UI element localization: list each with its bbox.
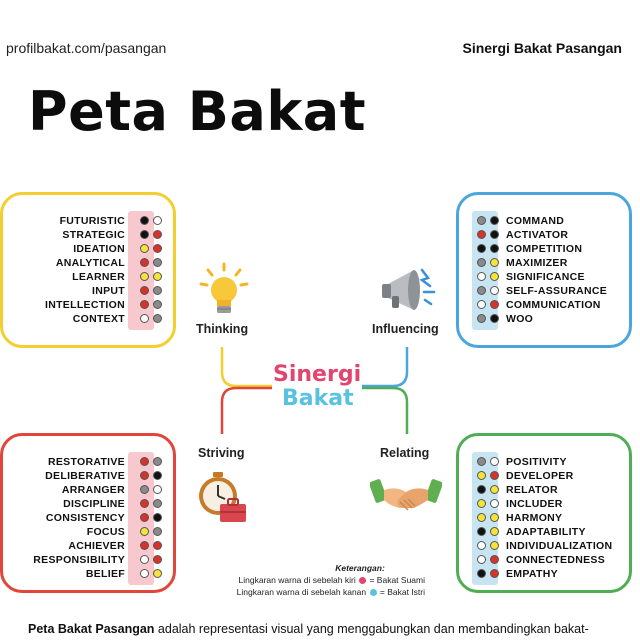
wife-dot xyxy=(490,555,499,564)
husband-dot xyxy=(477,216,486,225)
husband-dot xyxy=(140,499,149,508)
husband-dot xyxy=(140,471,149,480)
thinking-talent-row xyxy=(0,214,158,228)
talent-name: BELIEF xyxy=(85,568,125,580)
husband-dot xyxy=(140,513,149,522)
relating-label: Relating xyxy=(380,446,430,460)
husband-dot xyxy=(477,513,486,522)
talent-dots xyxy=(478,216,488,226)
talent-dots xyxy=(141,541,151,551)
husband-dot xyxy=(140,230,149,239)
legend-title: Keterangan: xyxy=(335,563,385,573)
influencing-talent-row xyxy=(472,270,632,284)
talent-dots xyxy=(141,555,151,565)
husband-dot xyxy=(140,244,149,253)
husband-dot xyxy=(477,499,486,508)
talent-name: COMPETITION xyxy=(506,243,583,255)
wife-dot xyxy=(153,555,162,564)
influencing-talent-row xyxy=(472,228,632,242)
talent-dots xyxy=(478,258,488,268)
talent-dots xyxy=(478,457,488,467)
talent-dots xyxy=(141,471,151,481)
husband-dot xyxy=(477,527,486,536)
wife-dot xyxy=(490,471,499,480)
wife-dot xyxy=(490,513,499,522)
wife-dot xyxy=(490,541,499,550)
talent-name: CONTEXT xyxy=(72,313,125,325)
talent-name: RESTORATIVE xyxy=(47,456,125,468)
wife-dot xyxy=(153,258,162,267)
lightbulb-icon xyxy=(198,262,250,318)
talent-name: IDEATION xyxy=(73,243,125,255)
talent-dots xyxy=(478,286,488,296)
talent-dots xyxy=(141,244,151,254)
striving-talent-row xyxy=(0,567,158,581)
talent-name: FOCUS xyxy=(86,526,125,538)
talent-dots xyxy=(478,314,488,324)
wife-dot xyxy=(153,314,162,323)
talent-dots xyxy=(478,300,488,310)
talent-name: ANALYTICAL xyxy=(55,257,125,269)
talent-dots xyxy=(478,244,488,254)
talent-dots xyxy=(141,300,151,310)
talent-name: RESPONSIBILITY xyxy=(33,554,125,566)
talent-dots xyxy=(478,513,488,523)
husband-dot xyxy=(140,541,149,550)
talent-name: ARRANGER xyxy=(61,484,125,496)
husband-dot xyxy=(140,258,149,267)
relating-talent-row xyxy=(472,553,632,567)
thinking-label: Thinking xyxy=(196,322,249,336)
husband-dot xyxy=(477,569,486,578)
talent-name: WOO xyxy=(506,313,534,325)
wife-dot xyxy=(490,499,499,508)
blue-dot-icon xyxy=(370,589,377,596)
wife-dot xyxy=(153,216,162,225)
talent-dots xyxy=(141,216,151,226)
influencing-label: Influencing xyxy=(372,322,439,336)
talent-name: INCLUDER xyxy=(506,498,563,510)
talent-dots xyxy=(478,499,488,509)
wife-dot xyxy=(490,216,499,225)
thinking-talent-row xyxy=(0,242,158,256)
talent-name: CONNECTEDNESS xyxy=(506,554,605,566)
thinking-talent-row xyxy=(0,312,158,326)
talent-name: COMMAND xyxy=(506,215,565,227)
center-bakat: Bakat xyxy=(282,386,354,411)
husband-dot xyxy=(140,272,149,281)
wife-dot xyxy=(490,258,499,267)
wife-dot xyxy=(153,541,162,550)
husband-dot xyxy=(477,300,486,309)
wife-dot xyxy=(490,569,499,578)
wife-dot xyxy=(153,471,162,480)
talent-name: DISCIPLINE xyxy=(63,498,125,510)
wife-dot xyxy=(153,230,162,239)
talent-dots xyxy=(141,314,151,324)
husband-dot xyxy=(477,272,486,281)
talent-dots xyxy=(478,555,488,565)
talent-dots xyxy=(141,457,151,467)
thinking-talent-row xyxy=(0,256,158,270)
husband-dot xyxy=(477,457,486,466)
husband-dot xyxy=(477,471,486,480)
husband-dot xyxy=(477,541,486,550)
influencing-list xyxy=(472,214,632,326)
thinking-talent-row xyxy=(0,270,158,284)
footer-text: Peta Bakat Pasangan adalah representasi visual yang menggabungkan dan membandingkan bakat- xyxy=(28,622,589,636)
husband-dot xyxy=(140,569,149,578)
talent-name: EMPATHY xyxy=(506,568,558,580)
legend xyxy=(205,562,425,598)
talent-dots xyxy=(478,272,488,282)
talent-name: POSITIVITY xyxy=(506,456,567,468)
influencing-talent-row xyxy=(472,242,632,256)
wife-dot xyxy=(490,457,499,466)
talent-name: LEARNER xyxy=(72,271,125,283)
talent-dots xyxy=(141,272,151,282)
husband-dot xyxy=(140,555,149,564)
striving-talent-row xyxy=(0,469,158,483)
wife-dot xyxy=(490,272,499,281)
relating-talent-row xyxy=(472,469,632,483)
talent-name: INDIVIDUALIZATION xyxy=(506,540,613,552)
thinking-talent-row xyxy=(0,228,158,242)
striving-talent-row xyxy=(0,511,158,525)
talent-name: ACHIEVER xyxy=(68,540,125,552)
talent-dots xyxy=(141,569,151,579)
handshake-icon xyxy=(370,472,442,520)
husband-dot xyxy=(140,485,149,494)
striving-talent-row xyxy=(0,553,158,567)
husband-dot xyxy=(140,527,149,536)
talent-name: HARMONY xyxy=(506,512,563,524)
husband-dot xyxy=(140,457,149,466)
striving-talent-row xyxy=(0,483,158,497)
legend-line-husband: Lingkaran warna di sebelah kiri = Bakat Suami xyxy=(238,575,425,585)
husband-dot xyxy=(477,286,486,295)
talent-name: FUTURISTIC xyxy=(59,215,125,227)
wife-dot xyxy=(490,244,499,253)
talent-name: STRATEGIC xyxy=(62,229,125,241)
relating-talent-row xyxy=(472,483,632,497)
influencing-talent-row xyxy=(472,256,632,270)
wife-dot xyxy=(490,230,499,239)
talent-name: INTELLECTION xyxy=(44,299,125,311)
talent-name: CONSISTENCY xyxy=(45,512,125,524)
wife-dot xyxy=(490,314,499,323)
relating-talent-row xyxy=(472,497,632,511)
thinking-talent-row xyxy=(0,284,158,298)
husband-dot xyxy=(140,286,149,295)
wife-dot xyxy=(153,485,162,494)
wife-dot xyxy=(153,286,162,295)
husband-dot xyxy=(140,300,149,309)
page-title: Peta Bakat xyxy=(28,80,367,143)
wife-dot xyxy=(153,272,162,281)
talent-dots xyxy=(478,471,488,481)
header-title: Sinergi Bakat Pasangan xyxy=(462,40,622,56)
talent-name: RELATOR xyxy=(506,484,558,496)
talent-dots xyxy=(478,230,488,240)
stopwatch-briefcase-icon xyxy=(194,470,250,526)
talent-name: MAXIMIZER xyxy=(506,257,568,269)
thinking-talent-row xyxy=(0,298,158,312)
husband-dot xyxy=(140,314,149,323)
husband-dot xyxy=(477,258,486,267)
talent-name: DELIBERATIVE xyxy=(45,470,125,482)
relating-talent-row xyxy=(472,511,632,525)
talent-name: ADAPTABILITY xyxy=(506,526,586,538)
talent-name: COMMUNICATION xyxy=(506,299,601,311)
relating-list xyxy=(472,455,632,581)
wife-dot xyxy=(490,286,499,295)
wife-dot xyxy=(490,527,499,536)
talent-name: SELF-ASSURANCE xyxy=(506,285,608,297)
husband-dot xyxy=(477,244,486,253)
wife-dot xyxy=(153,569,162,578)
husband-dot xyxy=(477,485,486,494)
talent-dots xyxy=(141,258,151,268)
influencing-talent-row xyxy=(472,312,632,326)
talent-name: SIGNIFICANCE xyxy=(506,271,585,283)
wife-dot xyxy=(153,457,162,466)
wife-dot xyxy=(153,513,162,522)
talent-dots xyxy=(141,513,151,523)
wife-dot xyxy=(153,499,162,508)
relating-talent-row xyxy=(472,525,632,539)
talent-name: INPUT xyxy=(92,285,125,297)
influencing-talent-row xyxy=(472,214,632,228)
megaphone-icon xyxy=(378,264,438,320)
talent-name: ACTIVATOR xyxy=(506,229,569,241)
wife-dot xyxy=(153,300,162,309)
talent-dots xyxy=(478,541,488,551)
pink-dot-icon xyxy=(359,577,366,584)
husband-dot xyxy=(477,555,486,564)
talent-name: DEVELOPER xyxy=(506,470,574,482)
striving-talent-row xyxy=(0,497,158,511)
center-sinergi: Sinergi xyxy=(273,362,362,387)
legend-line-wife: Lingkaran warna di sebelah kanan = Bakat Istri xyxy=(236,587,425,597)
talent-dots xyxy=(141,485,151,495)
wife-dot xyxy=(153,527,162,536)
striving-talent-row xyxy=(0,539,158,553)
influencing-talent-row xyxy=(472,298,632,312)
wife-dot xyxy=(490,485,499,494)
thinking-list xyxy=(0,214,158,326)
relating-talent-row xyxy=(472,539,632,553)
wife-dot xyxy=(153,244,162,253)
husband-dot xyxy=(140,216,149,225)
striving-label: Striving xyxy=(198,446,245,460)
striving-talent-row xyxy=(0,525,158,539)
striving-list xyxy=(0,455,158,581)
relating-talent-row xyxy=(472,567,632,581)
talent-dots xyxy=(478,569,488,579)
husband-dot xyxy=(477,230,486,239)
talent-dots xyxy=(478,527,488,537)
relating-talent-row xyxy=(472,455,632,469)
husband-dot xyxy=(477,314,486,323)
influencing-talent-row xyxy=(472,284,632,298)
talent-dots xyxy=(141,499,151,509)
talent-dots xyxy=(141,230,151,240)
site-url[interactable]: profilbakat.com/pasangan xyxy=(6,40,167,56)
talent-dots xyxy=(141,286,151,296)
talent-dots xyxy=(141,527,151,537)
talent-dots xyxy=(478,485,488,495)
striving-talent-row xyxy=(0,455,158,469)
wife-dot xyxy=(490,300,499,309)
